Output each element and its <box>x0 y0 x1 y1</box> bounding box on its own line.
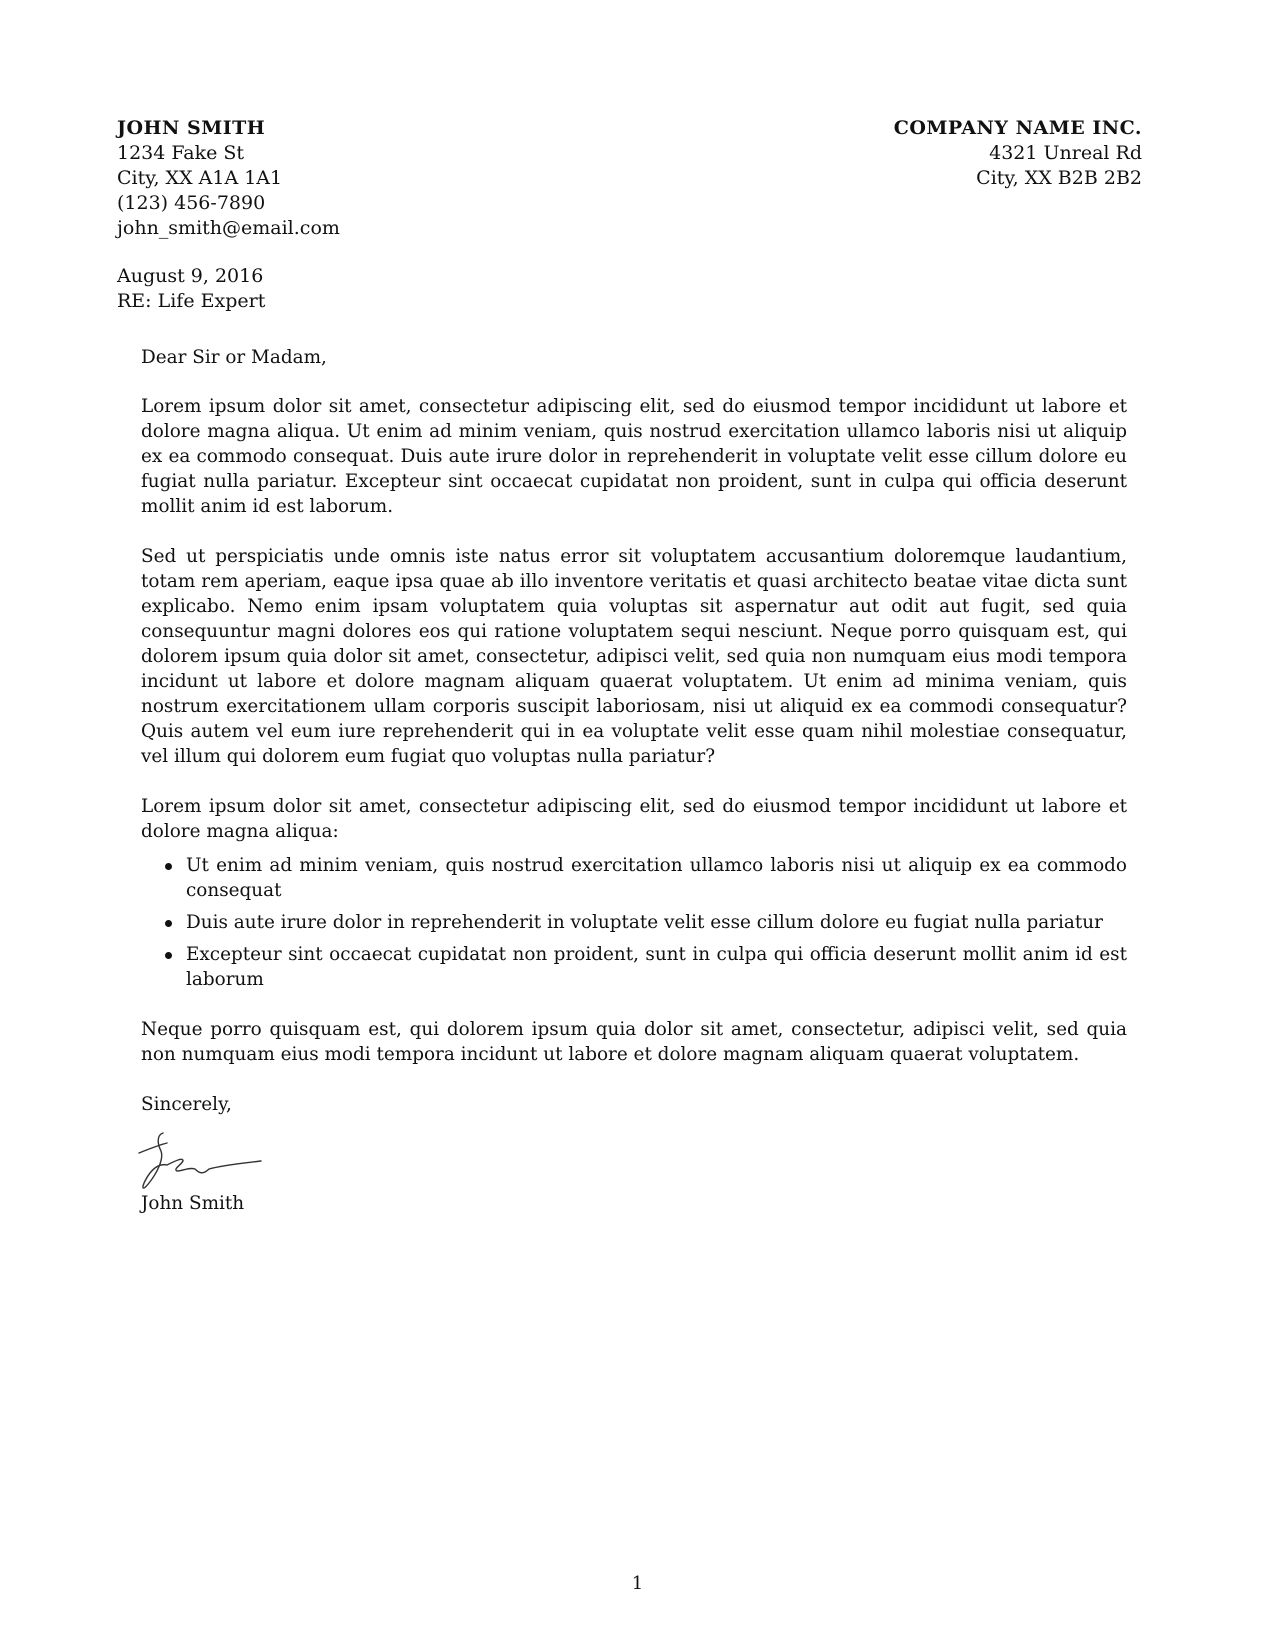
bullet-item <box>186 910 1127 935</box>
recipient-street: 4321 Unreal Rd <box>989 142 1142 164</box>
body-paragraph-3: Lorem ipsum dolor sit amet, consectetur adipiscing elit, sed do eiusmod tempor incididunt ut labore et dolore magna aliqua: <box>141 796 1127 842</box>
salutation: Dear Sir or Madam, <box>141 347 327 368</box>
sender-city: City, XX A1A 1A1 <box>117 167 283 189</box>
sender-street: 1234 Fake St <box>117 142 245 164</box>
bullet-text: Duis aute irure dolor in reprehenderit in voluptate velit esse cillum dolore eu fugiat nulla pariatur <box>186 912 1103 933</box>
page-number: 1 <box>631 1573 644 1594</box>
sender-name: JOHN SMITH <box>117 117 266 139</box>
sender-address-block <box>117 116 340 241</box>
recipient-name: COMPANY NAME INC. <box>893 117 1142 139</box>
letter-subject: RE: Life Expert <box>117 290 266 312</box>
body-paragraph-2: Sed ut perspiciatis unde omnis iste natus error sit voluptatem accusantium doloremque laudantium, totam rem aperiam, eaque ipsa quae ab illo inventore veritatis et quasi architecto beatae vitae dicta sunt explicabo. Nemo enim ipsam voluptatem quia voluptas sit aspernatur aut odit aut fugit, sed quia consequuntur magni dolores eos qui ratione voluptatem sequi nesciunt. Neque porro quisquam est, qui dolorem ipsum quia dolor sit amet, consectetur, adipisci velit, sed quia non numquam eius modi tempora incidunt ut labore et dolore magnam aliquam quaerat voluptatem. Ut enim ad minima veniam, quis nostrum exercitationem ullam corporis suscipit laboriosam, nisi ut aliquid ex ea commodi consequatur? Quis autem vel eum iure reprehenderit qui in ea voluptate velit esse quam nihil molestiae consequatur, vel illum qui dolorem eum fugiat quo voluptas nulla pariatur? <box>141 546 1127 767</box>
bullet-icon <box>165 863 172 870</box>
body-paragraph-1: Lorem ipsum dolor sit amet, consectetur adipiscing elit, sed do eiusmod tempor incididunt ut labore et dolore magna aliqua. Ut enim ad minim veniam, quis nostrud exercitation ullamco laboris nisi ut aliquip ex ea commodo consequat. Duis aute irure dolor in reprehenderit in voluptate velit esse cillum dolore eu fugiat nulla pariatur. Excepteur sint occaecat cupidatat non proident, sunt in culpa qui officia deserunt mollit anim id est laborum. <box>141 396 1127 517</box>
bullet-item <box>186 853 1127 903</box>
letter-meta <box>117 264 265 314</box>
final-paragraph: Neque porro quisquam est, qui dolorem ipsum quia dolor sit amet, consectetur, adipisci velit, sed quia non numquam eius modi tempora incidunt ut labore et dolore magnam aliquam quaerat voluptatem. <box>141 1019 1127 1065</box>
bullet-text: Ut enim ad minim veniam, quis nostrud exercitation ullamco laboris nisi ut aliquip ex ea commodo consequat <box>186 855 1127 901</box>
closing: Sincerely, <box>141 1094 232 1115</box>
sender-email: john_smith@email.com <box>117 217 340 239</box>
bullet-list <box>141 853 1127 992</box>
recipient-city: City, XX B2B 2B2 <box>976 167 1142 189</box>
bullet-icon <box>165 952 172 959</box>
signature-icon <box>137 1129 267 1199</box>
letter-body <box>141 345 1127 1216</box>
bullet-text: Excepteur sint occaecat cupidatat non proident, sunt in culpa qui officia deserunt mollit anim id est laborum <box>186 944 1127 990</box>
recipient-address-block <box>894 116 1142 191</box>
letter-date: August 9, 2016 <box>117 265 264 287</box>
signer-name: John Smith <box>141 1193 245 1214</box>
bullet-icon <box>165 920 172 927</box>
sender-phone: (123) 456-7890 <box>117 192 266 214</box>
bullet-item <box>186 942 1127 992</box>
